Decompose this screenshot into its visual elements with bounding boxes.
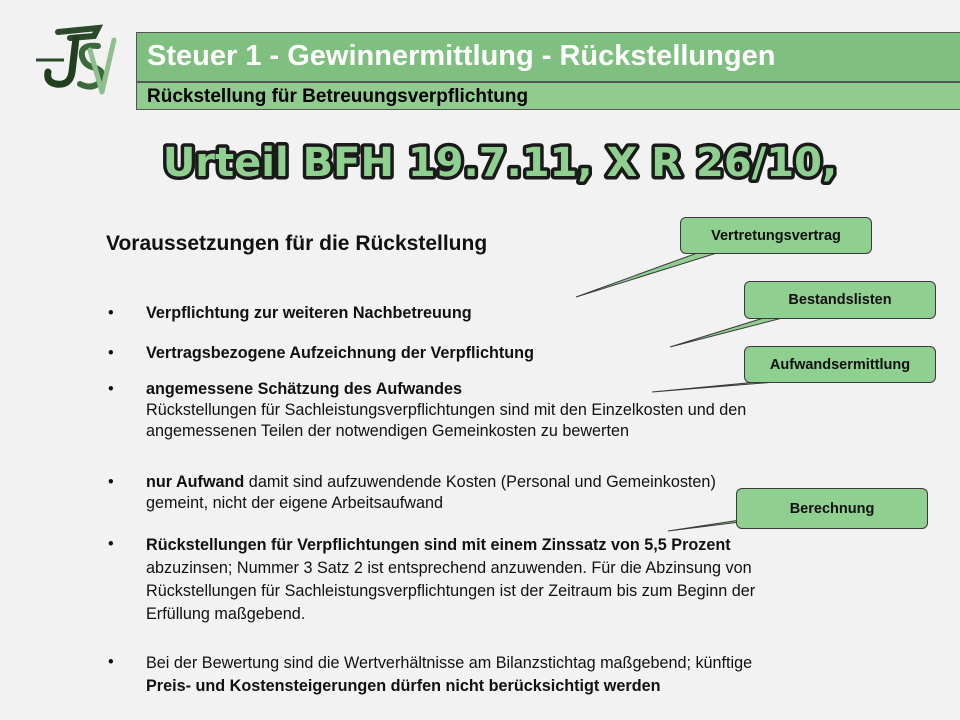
- bullet-text-line: Erfüllung maßgebend.: [146, 605, 306, 623]
- bullet-dot: •: [108, 535, 114, 553]
- callout-label: Bestandslisten: [788, 292, 892, 308]
- bullet-text-line: abzuzinsen; Nummer 3 Satz 2 ist entsprechend anzuwenden. Für die Abzinsung von: [146, 559, 752, 577]
- bullet-text-bold: nur Aufwand: [146, 473, 245, 491]
- title-bar: [136, 32, 960, 82]
- callout-label: Vertretungsvertrag: [711, 227, 841, 244]
- subtitle-bar: [136, 82, 960, 110]
- bullet-dot: •: [108, 304, 114, 322]
- callout-aufwandsermittlung: [744, 346, 936, 383]
- callout-bestandslisten: [744, 281, 936, 319]
- jsv-logo-icon: [28, 20, 118, 100]
- bullet-text: damit sind aufzuwendende Kosten (Personal und Gemeinkosten): [244, 473, 716, 491]
- bullet-text-line: angemessenen Teilen der notwendigen Gemeinkosten zu bewerten: [146, 422, 629, 440]
- bullet-text: Vertragsbezogene Aufzeichnung der Verpflichtung: [146, 344, 534, 362]
- bullet-text: Rückstellungen für Verpflichtungen sind mit einem Zinssatz von 5,5 Prozent: [146, 536, 731, 554]
- bullet-dot: •: [108, 473, 114, 491]
- bullet-dot: •: [108, 344, 114, 362]
- page-subtitle: Rückstellung für Betreuungsverpflichtung: [147, 86, 529, 107]
- bullet-dot: •: [108, 380, 114, 398]
- headline-text: Urteil BFH 19.7.11, X R 26/10,: [162, 140, 838, 186]
- callout-berechnung: [736, 488, 928, 529]
- bullet-text: Verpflichtung zur weiteren Nachbetreuung: [146, 304, 472, 322]
- callout-label: Berechnung: [789, 500, 875, 517]
- bullet-text-line: Rückstellungen für Sachleistungsverpflichtungen sind mit den Einzelkosten und den: [146, 401, 747, 419]
- callout-vertretungsvertrag: [680, 217, 872, 254]
- page-title: Steuer 1 - Gewinnermittlung - Rückstellungen: [147, 40, 776, 72]
- callout-pointer-vertretungsvertrag: [576, 252, 720, 297]
- bullet-text-bold: Preis- und Kostensteigerungen dürfen nicht berücksichtigt werden: [146, 677, 661, 695]
- bullet-text-line: gemeint, nicht der eigene Arbeitsaufwand: [146, 494, 443, 512]
- callout-label: Aufwandsermittlung: [769, 356, 911, 373]
- bullet-text-line: Bei der Bewertung sind die Wertverhältnisse am Bilanzstichtag maßgebend; künftige: [146, 654, 753, 672]
- section-heading: Voraussetzungen für die Rückstellung: [106, 232, 488, 255]
- bullet-text: angemessene Schätzung des Aufwandes: [146, 380, 463, 398]
- bullet-text-line: Rückstellungen für Sachleistungsverpflichtungen ist der Zeitraum bis zum Beginn der: [146, 582, 756, 600]
- bullet-dot: •: [108, 653, 114, 671]
- headline: [0, 132, 960, 192]
